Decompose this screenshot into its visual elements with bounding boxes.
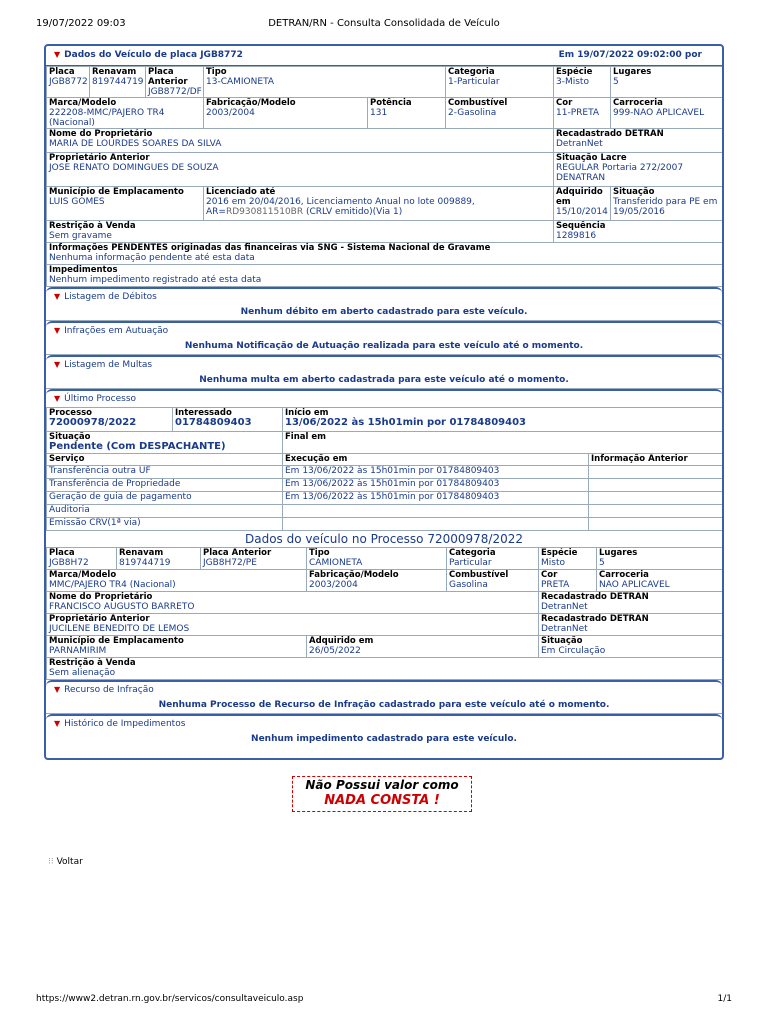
cell-carroceria-2: Carroceria NAO APLICAVEL xyxy=(597,570,723,592)
collapse-arrow-icon[interactable]: ▼ xyxy=(54,292,61,301)
vehicle-table xyxy=(46,66,724,287)
print-header xyxy=(0,0,768,40)
cell-marca: Marca/Modelo 222208-MMC/PAJERO TR4 (Nacional) xyxy=(47,98,204,129)
cell-tipo-2: Tipo CAMIONETA xyxy=(307,548,447,570)
cell-categoria-2: Categoria Particular xyxy=(447,548,539,570)
collapse-arrow-icon[interactable]: ▼ xyxy=(54,326,61,335)
table-row: Geração de guia de pagamento Em 13/06/2022 às 15h01min por 01784809403 xyxy=(47,492,723,505)
cell-recadastrado-2: Recadastrado DETRAN DetranNet xyxy=(539,592,723,614)
historico-message: Nenhum impedimento cadastrado para este veículo. xyxy=(251,734,517,744)
header-servico: Serviço xyxy=(47,454,283,466)
cell-tipo: Tipo 13-CAMIONETA xyxy=(204,67,446,98)
cell-situacao-lacre: Situação Lacre REGULAR Portaria 272/2007 DENATRAN xyxy=(554,153,725,187)
cell-licenciado: Licenciado até 2016 em 20/04/2016, Licenciamento Anual no lote 009889, AR=RD930811510BR (CRLV emitido)(Via 1) xyxy=(204,187,554,221)
section-recurso[interactable]: ▼ Recurso de Infração xyxy=(46,680,722,698)
section-autuacao[interactable]: ▼ Infrações em Autuação xyxy=(46,321,722,339)
cell-renavam: Renavam 819744719 xyxy=(90,67,146,98)
cell-carroceria: Carroceria 999-NAO APLICAVEL xyxy=(611,98,725,129)
collapse-arrow-icon[interactable]: ▼ xyxy=(54,394,61,403)
header-execucao: Execução em xyxy=(283,454,589,466)
cell-proprietario: Nome do Proprietário MARIA DE LOURDES SOARES DA SILVA xyxy=(47,129,554,153)
cell-recadastrado-3: Recadastrado DETRAN DetranNet xyxy=(539,614,723,636)
cell-municipio-2: Município de Emplacamento PARNAMIRIM xyxy=(47,636,307,658)
section-historico[interactable]: ▼ Histórico de Impedimentos xyxy=(46,714,722,732)
cell-situacao-2: Situação Em Circulação xyxy=(539,636,723,658)
cell-placa-anterior: Placa Anterior JGB8772/DF xyxy=(146,67,204,98)
debitos-message: Nenhum débito em aberto cadastrado para este veículo. xyxy=(46,305,722,321)
cell-combustivel: Combustível 2-Gasolina xyxy=(446,98,554,129)
cell-cor-2: Cor PRETA xyxy=(539,570,597,592)
cell-municipio: Município de Emplacamento LUIS GOMES xyxy=(47,187,204,221)
cell-fabricacao-2: Fabricação/Modelo 2003/2004 xyxy=(307,570,447,592)
collapse-arrow-icon[interactable]: ▼ xyxy=(54,685,61,694)
collapse-arrow-icon[interactable]: ▼ xyxy=(54,719,61,728)
vehicle-header[interactable] xyxy=(46,46,722,66)
section-processo[interactable]: ▼ Último Processo xyxy=(46,389,722,407)
table-row: Transferência de Propriedade Em 13/06/2022 às 15h01min por 01784809403 xyxy=(47,479,723,492)
cell-restricao-2: Restrição à Venda Sem alienação xyxy=(47,658,723,680)
collapse-arrow-icon[interactable]: ▼ xyxy=(54,360,61,369)
cell-categoria: Categoria 1-Particular xyxy=(446,67,554,98)
query-date: Em 19/07/2022 09:02:00 por xyxy=(558,50,702,60)
back-link[interactable]: ⁝⁝ Voltar xyxy=(48,857,83,867)
table-row: Transferência outra UF Em 13/06/2022 às 15h01min por 01784809403 xyxy=(47,466,723,479)
cell-lugares: Lugares 5 xyxy=(611,67,725,98)
nada-consta-stamp: Não Possui valor como NADA CONSTA ! xyxy=(292,776,472,812)
cell-proc-situacao: Situação Pendente (Com DESPACHANTE) xyxy=(47,432,283,454)
multas-message: Nenhuma multa em aberto cadastrada para este veículo até o momento. xyxy=(46,373,722,389)
cell-placa-anterior-2: Placa Anterior JGB8H72/PE xyxy=(201,548,307,570)
cell-fabricacao: Fabricação/Modelo 2003/2004 xyxy=(204,98,368,129)
print-footer xyxy=(36,994,732,1004)
cell-final: Final em xyxy=(283,432,723,454)
print-url: https://www2.detran.rn.gov.br/servicos/consultaveiculo.asp xyxy=(36,994,304,1004)
cell-interessado: Interessado 01784809403 xyxy=(173,408,283,432)
section-multas[interactable]: ▼ Listagem de Multas xyxy=(46,355,722,373)
recurso-message: Nenhuma Processo de Recurso de Infração cadastrado para este veículo até o momento. xyxy=(46,698,722,714)
autuacao-message: Nenhuma Notificação de Autuação realizada para este veículo até o momento. xyxy=(46,339,722,355)
cell-especie: Espécie 3-Misto xyxy=(554,67,611,98)
cell-renavam-2: Renavam 819744719 xyxy=(117,548,201,570)
page-number: 1/1 xyxy=(717,994,732,1004)
cell-adquirido: Adquirido em 15/10/2014 xyxy=(554,187,611,221)
cell-processo: Processo 72000978/2022 xyxy=(47,408,173,432)
cell-informacoes-sng: Informações PENDENTES originadas das financeiras via SNG - Sistema Nacional de Gravame Nenhuma informação pendente até esta data xyxy=(47,243,725,265)
cell-potencia: Potência 131 xyxy=(368,98,446,129)
print-datetime: 19/07/2022 09:03 xyxy=(36,18,126,29)
header-info-anterior: Informação Anterior xyxy=(589,454,723,466)
cell-proprietario-anterior: Proprietário Anterior JOSE RENATO DOMINGUES DE SOUZA xyxy=(47,153,554,187)
cell-impedimentos: Impedimentos Nenhum impedimento registrado até esta data xyxy=(47,265,725,287)
process-vehicle-table xyxy=(46,547,723,680)
collapse-arrow-icon[interactable]: ▼ xyxy=(54,50,61,59)
cell-placa: Placa JGB8772 xyxy=(47,67,90,98)
table-row: Emissão CRV(1ª via) xyxy=(47,518,723,531)
vehicle-title: Dados do Veículo de placa JGB8772 xyxy=(64,50,243,60)
process-table xyxy=(46,407,723,531)
cell-recadastrado: Recadastrado DETRAN DetranNet xyxy=(554,129,725,153)
cell-inicio: Início em 13/06/2022 às 15h01min por 01784809403 xyxy=(283,408,723,432)
cell-placa-2: Placa JGB8H72 xyxy=(47,548,117,570)
cell-marca-2: Marca/Modelo MMC/PAJERO TR4 (Nacional) xyxy=(47,570,307,592)
cell-lugares-2: Lugares 5 xyxy=(597,548,723,570)
cell-sequencia: Sequência 1289816 xyxy=(554,221,725,243)
vehicle-report xyxy=(44,44,724,760)
print-title: DETRAN/RN - Consulta Consolidada de Veículo xyxy=(268,18,500,29)
cell-cor: Cor 11-PRETA xyxy=(554,98,611,129)
section-debitos[interactable]: ▼ Listagem de Débitos xyxy=(46,287,722,305)
cell-adquirido-2: Adquirido em 26/05/2022 xyxy=(307,636,539,658)
process-vehicle-title: Dados do veículo no Processo 72000978/2022 xyxy=(244,532,523,546)
cell-combustivel-2: Combustível Gasolina xyxy=(447,570,539,592)
cell-situacao: Situação Transferido para PE em 19/05/2016 xyxy=(611,187,725,221)
back-icon: ⁝⁝ xyxy=(48,857,57,867)
cell-proprietario-anterior-2: Proprietário Anterior JUCILENE BENEDITO DE LEMOS xyxy=(47,614,539,636)
cell-restricao: Restrição à Venda Sem gravame xyxy=(47,221,554,243)
cell-proprietario-2: Nome do Proprietário FRANCISCO AUGUSTO BARRETO xyxy=(47,592,539,614)
cell-especie-2: Espécie Misto xyxy=(539,548,597,570)
table-row: Auditoria xyxy=(47,505,723,518)
